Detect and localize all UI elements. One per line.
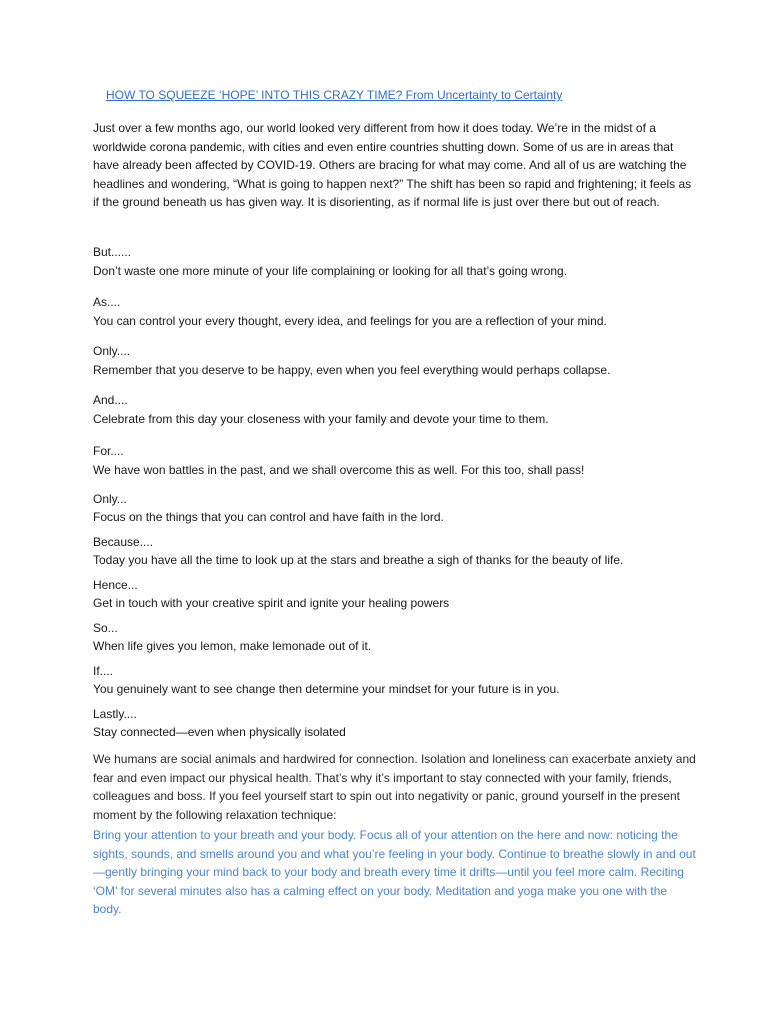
section-text: Remember that you deserve to be happy, even when you feel everything would perhaps collapse. [93, 363, 611, 377]
section-text: Celebrate from this day your closeness with your family and devote your time to them. [93, 412, 549, 426]
section-label: Only... [93, 492, 127, 506]
section-label: And.... [93, 393, 128, 407]
document-title: HOW TO SQUEEZE ‘HOPE’ INTO THIS CRAZY TIME? From Uncertainty to Certainty [106, 88, 563, 102]
section-text: You can control your every thought, every idea, and feelings for you are a reflection of your mind. [93, 314, 607, 328]
section-label: Lastly.... [93, 707, 137, 721]
section-text: Focus on the things that you can control and have faith in the lord. [93, 510, 444, 524]
connection-paragraph: We humans are social animals and hardwired for connection. Isolation and loneliness can exacerbate anxiety and fear and even impact our physical health. That’s why it’s important to stay connected with your family, friends, colleagues and boss. If you feel yourself start to spin out into negativity or panic, ground yourself in the present moment by the following relaxation technique: [93, 752, 696, 822]
section-label: As.... [93, 295, 121, 309]
section-label: Hence... [93, 578, 138, 592]
section-label: Because.... [93, 535, 154, 549]
section-label: For.... [93, 444, 124, 458]
intro-paragraph: Just over a few months ago, our world looked very different from how it does today. We’re in the midst of a worldwide corona pandemic, with cities and even entire countries shutting down. Some of us are in areas that have already been affected by COVID-19. Others are bracing for what may come. And all of us are watching the headlines and wondering, “What is going to happen next?” The shift has been so rapid and frightening; it feels as if the ground beneath us has given way. It is disorienting, as if normal life is just over there but out of reach. [93, 121, 692, 210]
section-label: But...... [93, 245, 132, 259]
section-text: You genuinely want to see change then determine your mindset for your future is in you. [93, 682, 560, 696]
section-text: Stay connected—even when physically isolated [93, 725, 346, 739]
section-label: If.... [93, 664, 114, 678]
section-text: Get in touch with your creative spirit and ignite your healing powers [93, 596, 450, 610]
section-text: Today you have all the time to look up at the stars and breathe a sigh of thanks for the beauty of life. [93, 553, 624, 567]
section-text: We have won battles in the past, and we shall overcome this as well. For this too, shall pass! [93, 463, 585, 477]
section-text: When life gives you lemon, make lemonade out of it. [93, 639, 372, 653]
section-label: So... [93, 621, 118, 635]
section-text: Don’t waste one more minute of your life complaining or looking for all that’s going wrong. [93, 264, 568, 278]
section-label: Only.... [93, 344, 131, 358]
relaxation-technique-paragraph: Bring your attention to your breath and your body. Focus all of your attention on the here and now: noticing the sights, sounds, and smells around you and what you’re feeling in your body. Continue to breathe slowly in and out—gently bringing your mind back to your body and breath every time it drifts—until you feel more calm. Reciting ‘OM’ for several minutes also has a calming effect on your body. Meditation and yoga make you one with the body. [93, 828, 696, 917]
